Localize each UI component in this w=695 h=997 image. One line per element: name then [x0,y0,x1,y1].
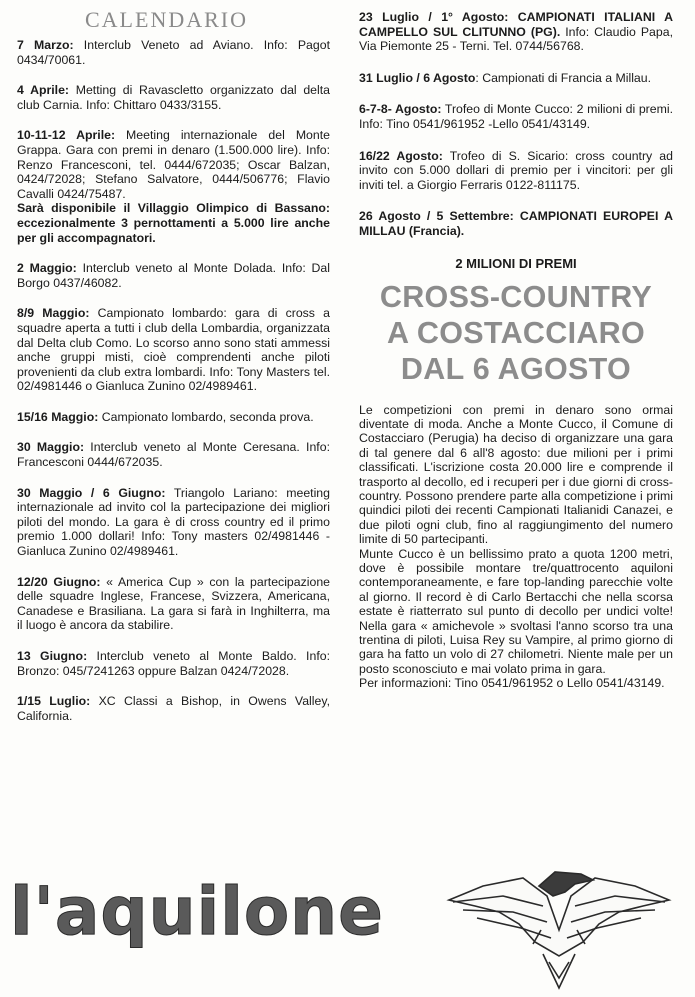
article-body [359,403,673,691]
headline-line: CROSS-COUNTRY [379,279,653,314]
aquilone-logo: l'aquilone [10,873,384,950]
entry-date: 10-11-12 Aprile: [17,128,116,143]
calendar-entry [359,10,673,54]
entry-date: 4 Aprile: [17,83,70,98]
calendar-entry [17,128,330,245]
calendar-entry [359,149,673,193]
entry-text: XC Classi a Bishop, in Owens Valley, California. [17,694,330,723]
headline-line: A COSTACCIARO [386,315,646,350]
calendar-entry [17,694,330,723]
calendar-column [17,8,330,739]
calendar-entry [17,440,330,469]
article-headline [359,279,673,387]
right-column [359,10,673,691]
entry-date: 30 Maggio: [17,440,85,455]
entry-date: 26 Agosto / 5 Settembre: CAMPIONATI EUROPEI A MILLAU (Francia). [359,209,673,238]
entry-text: Trofeo di S. Sicario: cross country ad invito con 5.000 dollari di premio per i vincitori: per gli inviti tel. a Giorgio Ferraris 0122-811175. [359,148,673,192]
entry-date: 2 Maggio: [17,261,77,276]
entry-text: « America Cup » con la partecipazione delle squadre Inglese, Francese, Svizzera, Americana, Canadese e Brasiliana. La gara si farà in Inghilterra, ma il luogo è ancora da stabilire. [17,574,331,633]
entry-text: Interclub veneto al Monte Baldo. Info: Bronzo: 045/7241263 oppure Balzan 0424/72028. [17,649,330,678]
entry-date: 13 Giugno: [17,649,88,663]
calendar-entry [17,261,330,290]
entry-date: 8/9 Maggio: [17,306,90,321]
entry-text: Trofeo di Monte Cucco: 2 milioni di premi. Info: Tino 0541/961952 -Lello 0541/43149. [359,102,673,131]
entry-text: Interclub veneto al Monte Dolada. Info: Dal Borgo 0437/46082. [17,261,330,290]
entry-text: Metting di Ravascletto organizzato dal delta club Carnia. Info: Chittaro 0433/3155. [17,83,330,112]
entry-date: 6-7-8- Agosto: [359,102,442,117]
entry-text: Interclub Veneto ad Aviano. Info: Pagot 0434/70061. [17,38,330,67]
article-paragraph: Le competizioni con premi in denaro sono ormai diventate di moda. Anche a Monte Cucco, il Comune di Costacciaro (Perugia) ha deciso di organizzare una gara di tal genere dal 6 all'8 agosto: due milioni per i primi classificati. L'iscrizione costa 20.000 lire e comprende il trasporto al decollo, ed i recuperi per i due giorni di cross-country. Possono prendere parte alla competizione i primi quindici piloti dei recenti Campionati Italianidi Canazei, e due piloti ogni club, fino al raggiungimento del numero limite di 50 partecipanti. [359,402,673,547]
entry-date: 16/22 Agosto: [359,148,443,163]
entry-date: 31 Luglio / 6 Agosto [359,70,476,85]
article-paragraph: Munte Cucco è un bellissimo prato a quota 1200 metri, dove è possibile montare tre/quattrocento aquiloni contemporaneamente, e fare top-landing parecchie volte al giorno. Il record è di Carlo Bertacchi che nella scorsa estate è riatterrato sul punto di decollo per undici volte! Nella gara « amichevole » svoltasi l'anno scorso tra una trentina di piloti, Luisa Rey su Vampire, al primo giorno di gara ha fatto un volo di 27 chilometri. Niente male per un posto sconosciuto e mai volato prima in gara. [359,546,673,676]
article-paragraph: Per informazioni: Tino 0541/961952 o Lello 0541/43149. [359,676,665,691]
entry-date: 1/15 Luglio: [17,694,91,709]
entry-text: : Campionati di Francia a Millau. [475,70,652,85]
calendar-entry [17,38,330,67]
calendar-entry [359,209,673,238]
headline-line: DAL 6 AGOSTO [400,351,632,386]
entry-text: Info: Claudio Papa, Via Piemonte 25 - Terni. Tel. 0744/56768. [359,24,673,54]
entry-text: Triangolo Lariano: meeting internazionale ad invito col la partecipazione dei migliori piloti del mondo. La gara è di cross country ed il primo premio 1.000 dollari! Info: Tony masters 02/4981446 -Gianluca Zunino 02/4989461. [17,485,330,559]
entry-date: 30 Maggio / 6 Giugno: [17,485,166,500]
entry-text: Interclub veneto al Monte Ceresana. Info: Francesconi 0444/672035. [17,440,330,470]
entry-date: 12/20 Giugno: [17,574,101,589]
calendar-entry [17,306,330,394]
entry-text: Meeting internazionale del Monte Grappa. Gara con premi in denaro (1.500.000 lire). Info: Renzo Francesconi, tel. 0444/672035; Oscar Balzan, 0424/72028; Stefano Salvatore, 0444/506776; Flavio Cavalli 0424/75487. [17,128,330,201]
entry-date: 15/16 Maggio: [17,409,99,424]
article-kicker: 2 MILIONI DI PREMI [455,255,577,271]
entry-text: Campionato lombardo: gara di cross a squadre aperta a tutti i club della Lombardia, organizzata dal Delta club Como. Lo scorso anno sono stati ammessi anche gruppi misti, cioè comprendenti anche piloti provenienti da club extra lombardi. Info: Tony Masters tel. 02/4981446 o Gianluca Zunino 02/4989461. [17,306,330,394]
calendar-title: CALENDARIO [85,7,248,32]
entry-date: 23 Luglio / 1° Agosto: CAMPIONATI ITALIANI A CAMPELLO SUL CLITUNNO (PG). [359,10,673,39]
calendar-entry [17,410,330,425]
calendar-entry [17,575,330,633]
calendar-entry [17,649,330,678]
entry-note: Sarà disponibile il Villaggio Olimpico di Bassano: eccezionalmente 3 pernottamenti a 5.000 lire anche per gli accompagnatori. [17,201,330,245]
calendar-entry [17,83,330,112]
entry-date: 7 Marzo: [17,38,74,52]
calendar-entry [17,486,330,559]
entry-text: Campionato lombardo, seconda prova. [98,409,314,424]
eagle-icon [443,866,675,990]
calendar-entry [359,102,673,131]
calendar-entry [359,71,673,86]
